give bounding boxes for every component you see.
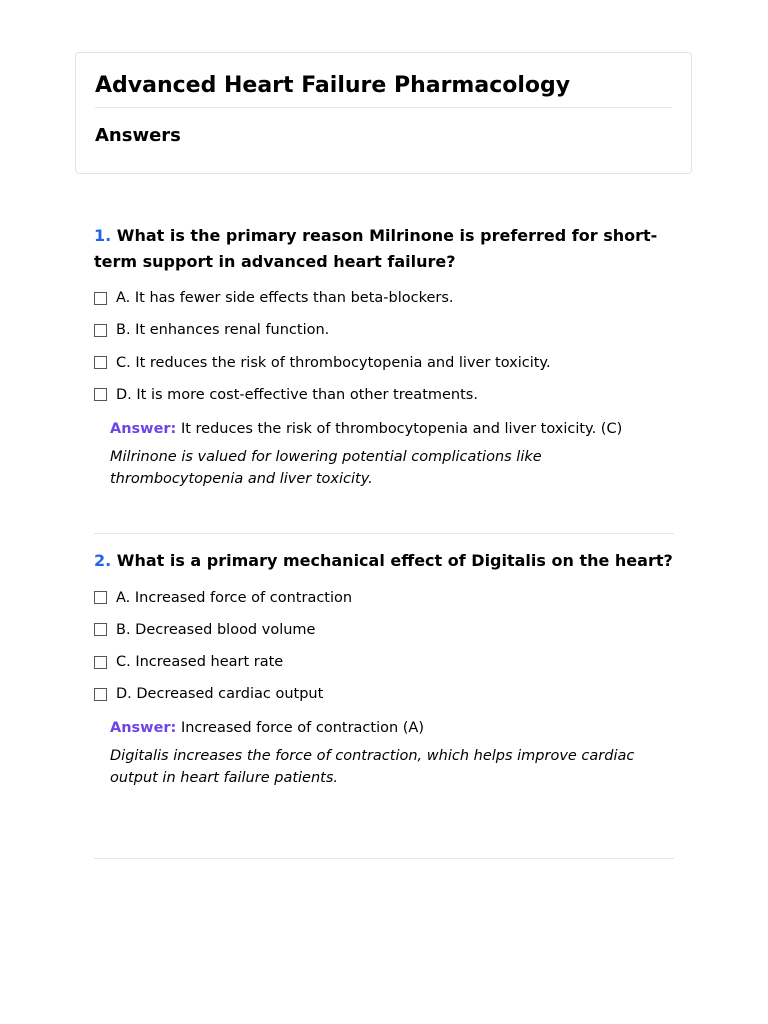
document-title: Advanced Heart Failure Pharmacology (95, 73, 571, 98)
question-2-number: 2. (94, 551, 112, 570)
option-label: B. It enhances renal function. (116, 322, 330, 339)
option-label: C. Increased heart rate (116, 654, 284, 671)
answer-text: It reduces the risk of thrombocytopenia and liver toxicity. (C) (180, 420, 623, 437)
option-b (94, 320, 674, 340)
checkbox[interactable] (94, 356, 107, 369)
option-c (94, 652, 674, 672)
checkbox[interactable] (94, 292, 107, 305)
question-1-text (94, 223, 674, 274)
answer-label: Answer: (110, 720, 177, 737)
option-label: A. It has fewer side effects than beta-blockers. (116, 290, 454, 306)
question-2-options (94, 588, 674, 705)
checkbox[interactable] (94, 623, 107, 636)
answer-line (110, 419, 674, 439)
option-a (94, 288, 674, 308)
answer-explanation: Digitalis increases the force of contraction, which helps improve cardiac output in heart failure patients. (110, 748, 635, 787)
question-divider (94, 858, 674, 859)
question-2-text (94, 548, 674, 574)
question-divider (94, 533, 674, 534)
answer-explanation: Milrinone is valued for lowering potential complications like thrombocytopenia and liver toxicity. (110, 448, 542, 487)
option-label: D. It is more cost-effective than other treatments. (116, 386, 478, 403)
answer-line (110, 718, 674, 738)
question-2 (94, 548, 674, 789)
question-2-prompt: What is a primary mechanical effect of Digitalis on the heart? (116, 551, 673, 570)
checkbox[interactable] (94, 388, 107, 401)
checkbox[interactable] (94, 688, 107, 701)
option-label: A. Increased force of contraction (116, 589, 353, 606)
option-d (94, 385, 674, 405)
option-label: C. It reduces the risk of thrombocytopenia and liver toxicity. (116, 354, 551, 371)
header-divider (95, 107, 672, 108)
question-2-answer (110, 718, 674, 789)
option-label: B. Decreased blood volume (116, 621, 316, 638)
question-1-prompt: What is the primary reason Milrinone is preferred for short-term support in advanced heart failure? (94, 226, 658, 271)
option-label: D. Decreased cardiac output (116, 686, 324, 703)
header-card (75, 52, 692, 174)
checkbox[interactable] (94, 591, 107, 604)
document-subtitle: Answers (95, 125, 181, 146)
option-c (94, 353, 674, 373)
answer-text: Increased force of contraction (A) (180, 720, 425, 737)
question-1-number: 1. (94, 226, 112, 245)
option-a (94, 588, 674, 608)
checkbox[interactable] (94, 656, 107, 669)
answer-label: Answer: (110, 420, 177, 437)
option-d (94, 684, 674, 704)
question-1-answer (110, 419, 674, 490)
question-1-options (94, 288, 674, 405)
checkbox[interactable] (94, 324, 107, 337)
question-1 (94, 223, 674, 490)
option-b (94, 620, 674, 640)
